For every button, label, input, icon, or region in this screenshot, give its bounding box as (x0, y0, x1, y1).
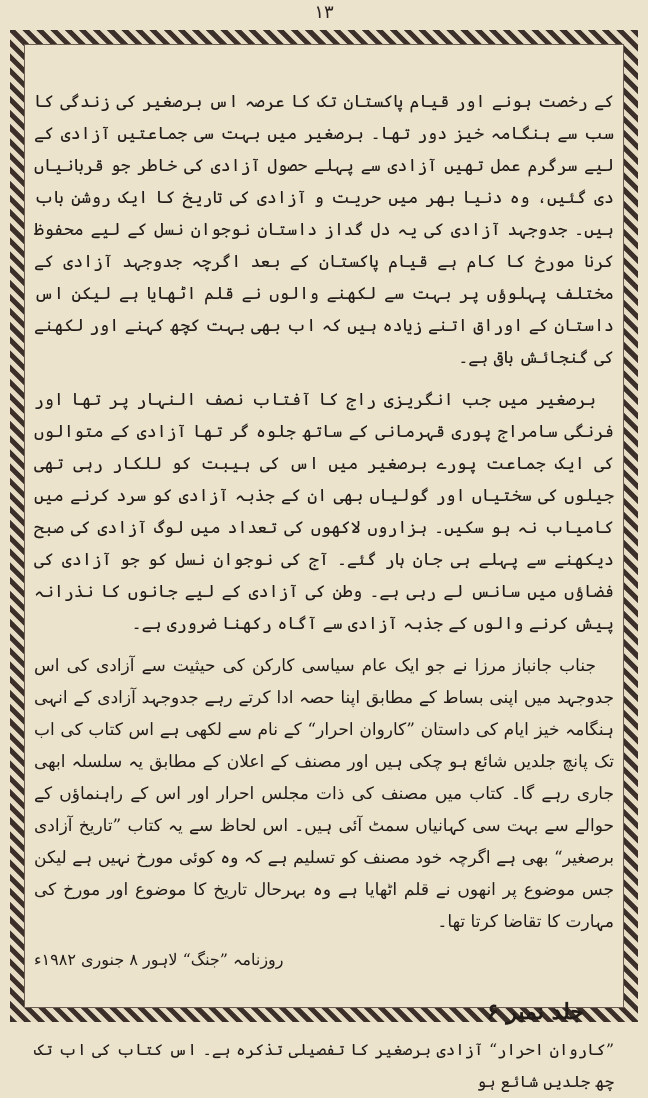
page-number: ۱۳ (314, 2, 334, 23)
paragraph-2: برصغیر میں جب انگریزی راج کا آفتاب نصف النہار پر تھا اور فرنگی سامراج پوری قہرمانی کے ساتھ جلوہ گر تھا آزادی کے متوالوں کی ایک جماعت پورے برصغیر میں اس کی ہیبت کو للکار رہی تھی جیلوں کی سختیاں اور گولیاں بھی ان کے جذبہ آزادی کو سرد کرنے میں کامیاب نہ ہو سکیں۔ ہزاروں لاکھوں کی تعداد میں لوگ آزادی کی صبح دیکھنے سے پہلے ہی جان ہار گئے۔ آج کی نوجوان نسل کو جو آزادی کی فضاؤں میں سانس لے رہی ہے۔ وطن کی آزادی کے لیے جانوں کا نذرانہ پیش کرنے والوں کے جذبہ آزادی سے آگاہ رکھنا ضروری ہے۔ (34, 390, 614, 634)
source-citation: روزنامہ ”جنگ“ لاہور ۸ جنوری ۱۹۸۲ء (34, 950, 284, 969)
paragraph-1: کے رخصت ہونے اور قیام پاکستان تک کا عرصہ اس برصغیر کی زندگی کا سب سے ہنگامہ خیز دور تھا۔ برصغیر میں بہت سی جماعتیں آزادی کے لیے سرگرم عمل تھیں آزادی سے پہلے حصول آزادی کی خاطر جو قربانیاں دی گئیں، وہ دنیا بھر میں حریت و آزادی کی تاریخ کا ایک روشن باب ہیں۔ جدوجہد آزادی کی یہ دل گداز داستان نوجوان نسل کے لیے محفوظ کرنا مورخ کا کام ہے قیام پاکستان کے بعد اگرچہ جدوجہد آزادی کے مختلف پہلوؤں پر بہت سے لکھنے والوں نے قلم اٹھایا ہے لیکن اس داستان کے اوراق اتنے زیادہ ہیں کہ اب بھی بہت کچھ کہنے اور لکھنے کی گنجائش باقی ہے۔ (34, 92, 614, 368)
article-body (34, 86, 614, 1098)
paragraph-3: جناب جانباز مرزا نے جو ایک عام سیاسی کارکن کی حیثیت سے آزادی کی اس جدوجہد میں اپنی بساط کے مطابق اپنا حصہ ادا کرتے رہے جدوجہد آزادی کے انہی ہنگامہ خیز ایام کی داستان ”کاروان احرار“ کے نام سے لکھی ہے اس کتاب کی اب تک پانچ جلدیں شائع ہو چکی ہیں اور مصنف کے اعلان کے مطابق یہ سلسلہ ابھی جاری رہے گا۔ کتاب میں مصنف کی ذات مجلس احرار اور اس کے راہنماؤں کے حوالے سے بہت سی کہانیاں سمٹ آئی ہیں۔ اس لحاظ سے یہ کتاب ”تاریخ آزادی برصغیر“ بھی ہے اگرچہ خود مصنف کو تسلیم ہے کہ وہ کوئی مورخ نہیں ہے لیکن جس موضوع پر انھوں نے قلم اٹھایا ہے وہ بہرحال تاریخ کا موضوع اور مورخ کی مہارت کا تقاضا کرتا تھا۔ (34, 656, 614, 932)
volume-heading: جلد نمبر ۶ (486, 999, 584, 1025)
volume-description: ”کاروان احرار“ آزادی برصغیر کا تفصیلی تذکرہ ہے۔ اس کتاب کی اب تک چھ جلدیں شائع ہو (34, 1040, 614, 1091)
